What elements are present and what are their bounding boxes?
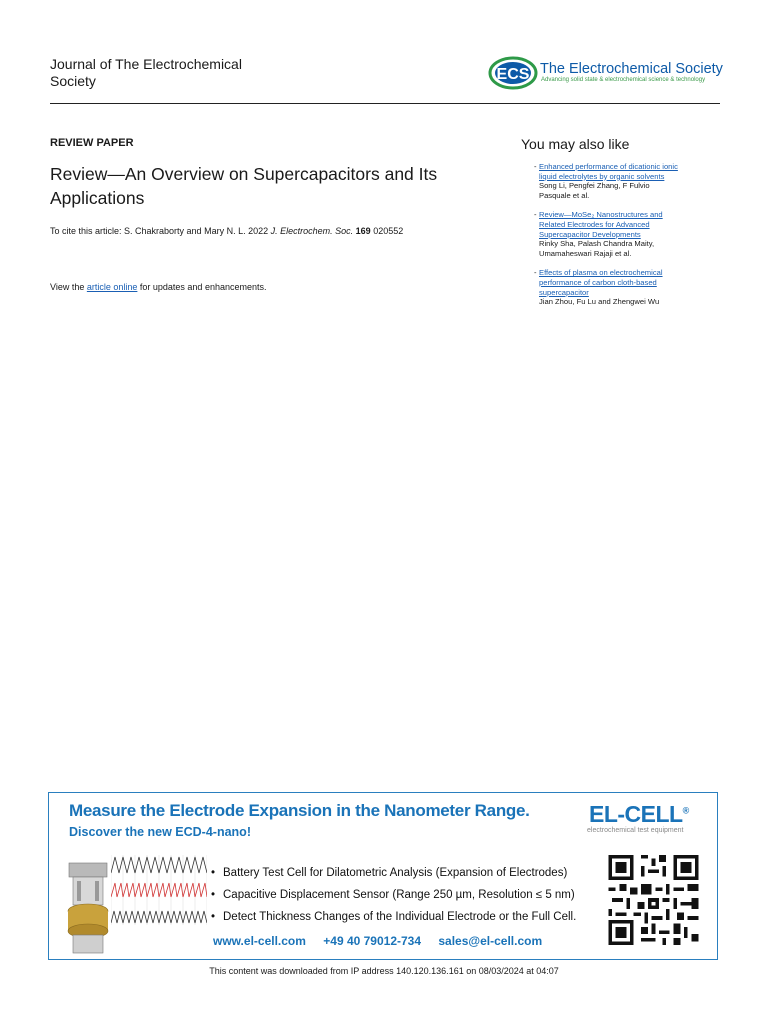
citation-journal: J. Electrochem. Soc.: [270, 226, 354, 236]
ad-subhead: Discover the new ECD-4-nano!: [69, 825, 251, 839]
el-cell-logo: [589, 801, 689, 828]
journal-title-line2: Society: [50, 73, 96, 89]
ecs-name: The Electrochemical Society: [540, 61, 723, 77]
citation-prefix: To cite this article: S. Chakraborty and Mary N. L. 2022: [50, 226, 271, 236]
related-item-authors: Jian Zhou, Fu Lu and Zhengwei Wu: [539, 297, 660, 307]
related-item-authors: Song Li, Pengfei Zhang, F Fulvio Pasquale et al.: [539, 181, 650, 200]
ad-feature-list: [211, 862, 576, 928]
el-cell-brand: EL-CELL: [589, 801, 683, 827]
related-item-title[interactable]: Enhanced performance of dicationic ionic liquid electrolytes by organic solvents: [539, 162, 678, 181]
related-item[interactable]: - Enhanced performance of dicationic ionic liquid electrolytes by organic solvents Song Li, Pengfei Zhang, F Fulvio Pasquale et al.: [539, 162, 714, 200]
ecs-logo[interactable]: [488, 56, 723, 90]
view-suffix: for updates and enhancements.: [137, 282, 267, 292]
ad-website-link[interactable]: www.el-cell.com: [213, 934, 306, 948]
ad-feature-item: • Capacitive Displacement Sensor (Range 250 µm, Resolution ≤ 5 nm): [211, 889, 575, 901]
ad-contact-row: [213, 934, 556, 948]
qr-code-icon[interactable]: [607, 855, 700, 945]
journal-title-line1: Journal of The Electrochemical: [50, 56, 242, 72]
related-item[interactable]: - Effects of plasma on electrochemical performance of carbon cloth-based supercapacitor Jian Zhou, Fu Lu and Zhengwei Wu: [539, 268, 714, 306]
ad-feature-item: • Detect Thickness Changes of the Individual Electrode or the Full Cell.: [211, 911, 577, 923]
ecs-tagline: Advancing solid state & electrochemical science & technology: [541, 77, 706, 83]
registered-mark: ®: [682, 805, 689, 816]
related-item-title[interactable]: Review—MoSe₂ Nanostructures and Related Electrodes for Advanced Supercapacitor Developments: [539, 210, 663, 239]
related-item-title[interactable]: Effects of plasma on electrochemical performance of carbon cloth-based supercapacitor: [539, 268, 663, 297]
el-cell-advertisement[interactable]: [48, 792, 718, 960]
download-footer: This content was downloaded from IP address 140.120.136.161 on 08/03/2024 at 04:07: [209, 966, 559, 976]
citation-volume: 169: [355, 226, 371, 236]
ad-email-link[interactable]: sales@el-cell.com: [438, 934, 543, 948]
citation: [50, 226, 403, 236]
article-title: Review—An Overview on Supercapacitors and Its Applications: [50, 164, 438, 208]
article-type-label: REVIEW PAPER: [50, 137, 134, 149]
ecs-logo-text: ECS: [496, 66, 530, 83]
view-online: [50, 282, 266, 292]
related-heading: You may also like: [521, 136, 630, 152]
dilatometry-curve-graphic: [111, 853, 207, 927]
ad-headline: Measure the Electrode Expansion in the Nanometer Range.: [69, 801, 530, 820]
related-item[interactable]: - Review—MoSe₂ Nanostructures and Related Electrodes for Advanced Supercapacitor Developments Rinky Sha, Palash Chandra Maity, Umamaheswari Rajaji et al.: [539, 210, 714, 258]
test-cell-device-image: [63, 859, 113, 957]
ad-feature-item: • Battery Test Cell for Dilatometric Analysis (Expansion of Electrodes): [211, 867, 568, 879]
ad-phone: +49 40 79012-734: [323, 934, 422, 948]
ecs-emblem-icon: [488, 56, 538, 90]
header-rule: [50, 103, 720, 104]
article-online-link[interactable]: article online: [86, 282, 138, 292]
el-cell-logo-subtitle: electrochemical test equipment: [587, 827, 684, 834]
citation-number: 020552: [373, 226, 404, 236]
journal-title: [50, 56, 290, 90]
related-item-authors: Rinky Sha, Palash Chandra Maity, Umamaheswari Rajaji et al.: [539, 239, 655, 258]
view-prefix: View the: [50, 282, 87, 292]
related-list: [534, 162, 714, 317]
